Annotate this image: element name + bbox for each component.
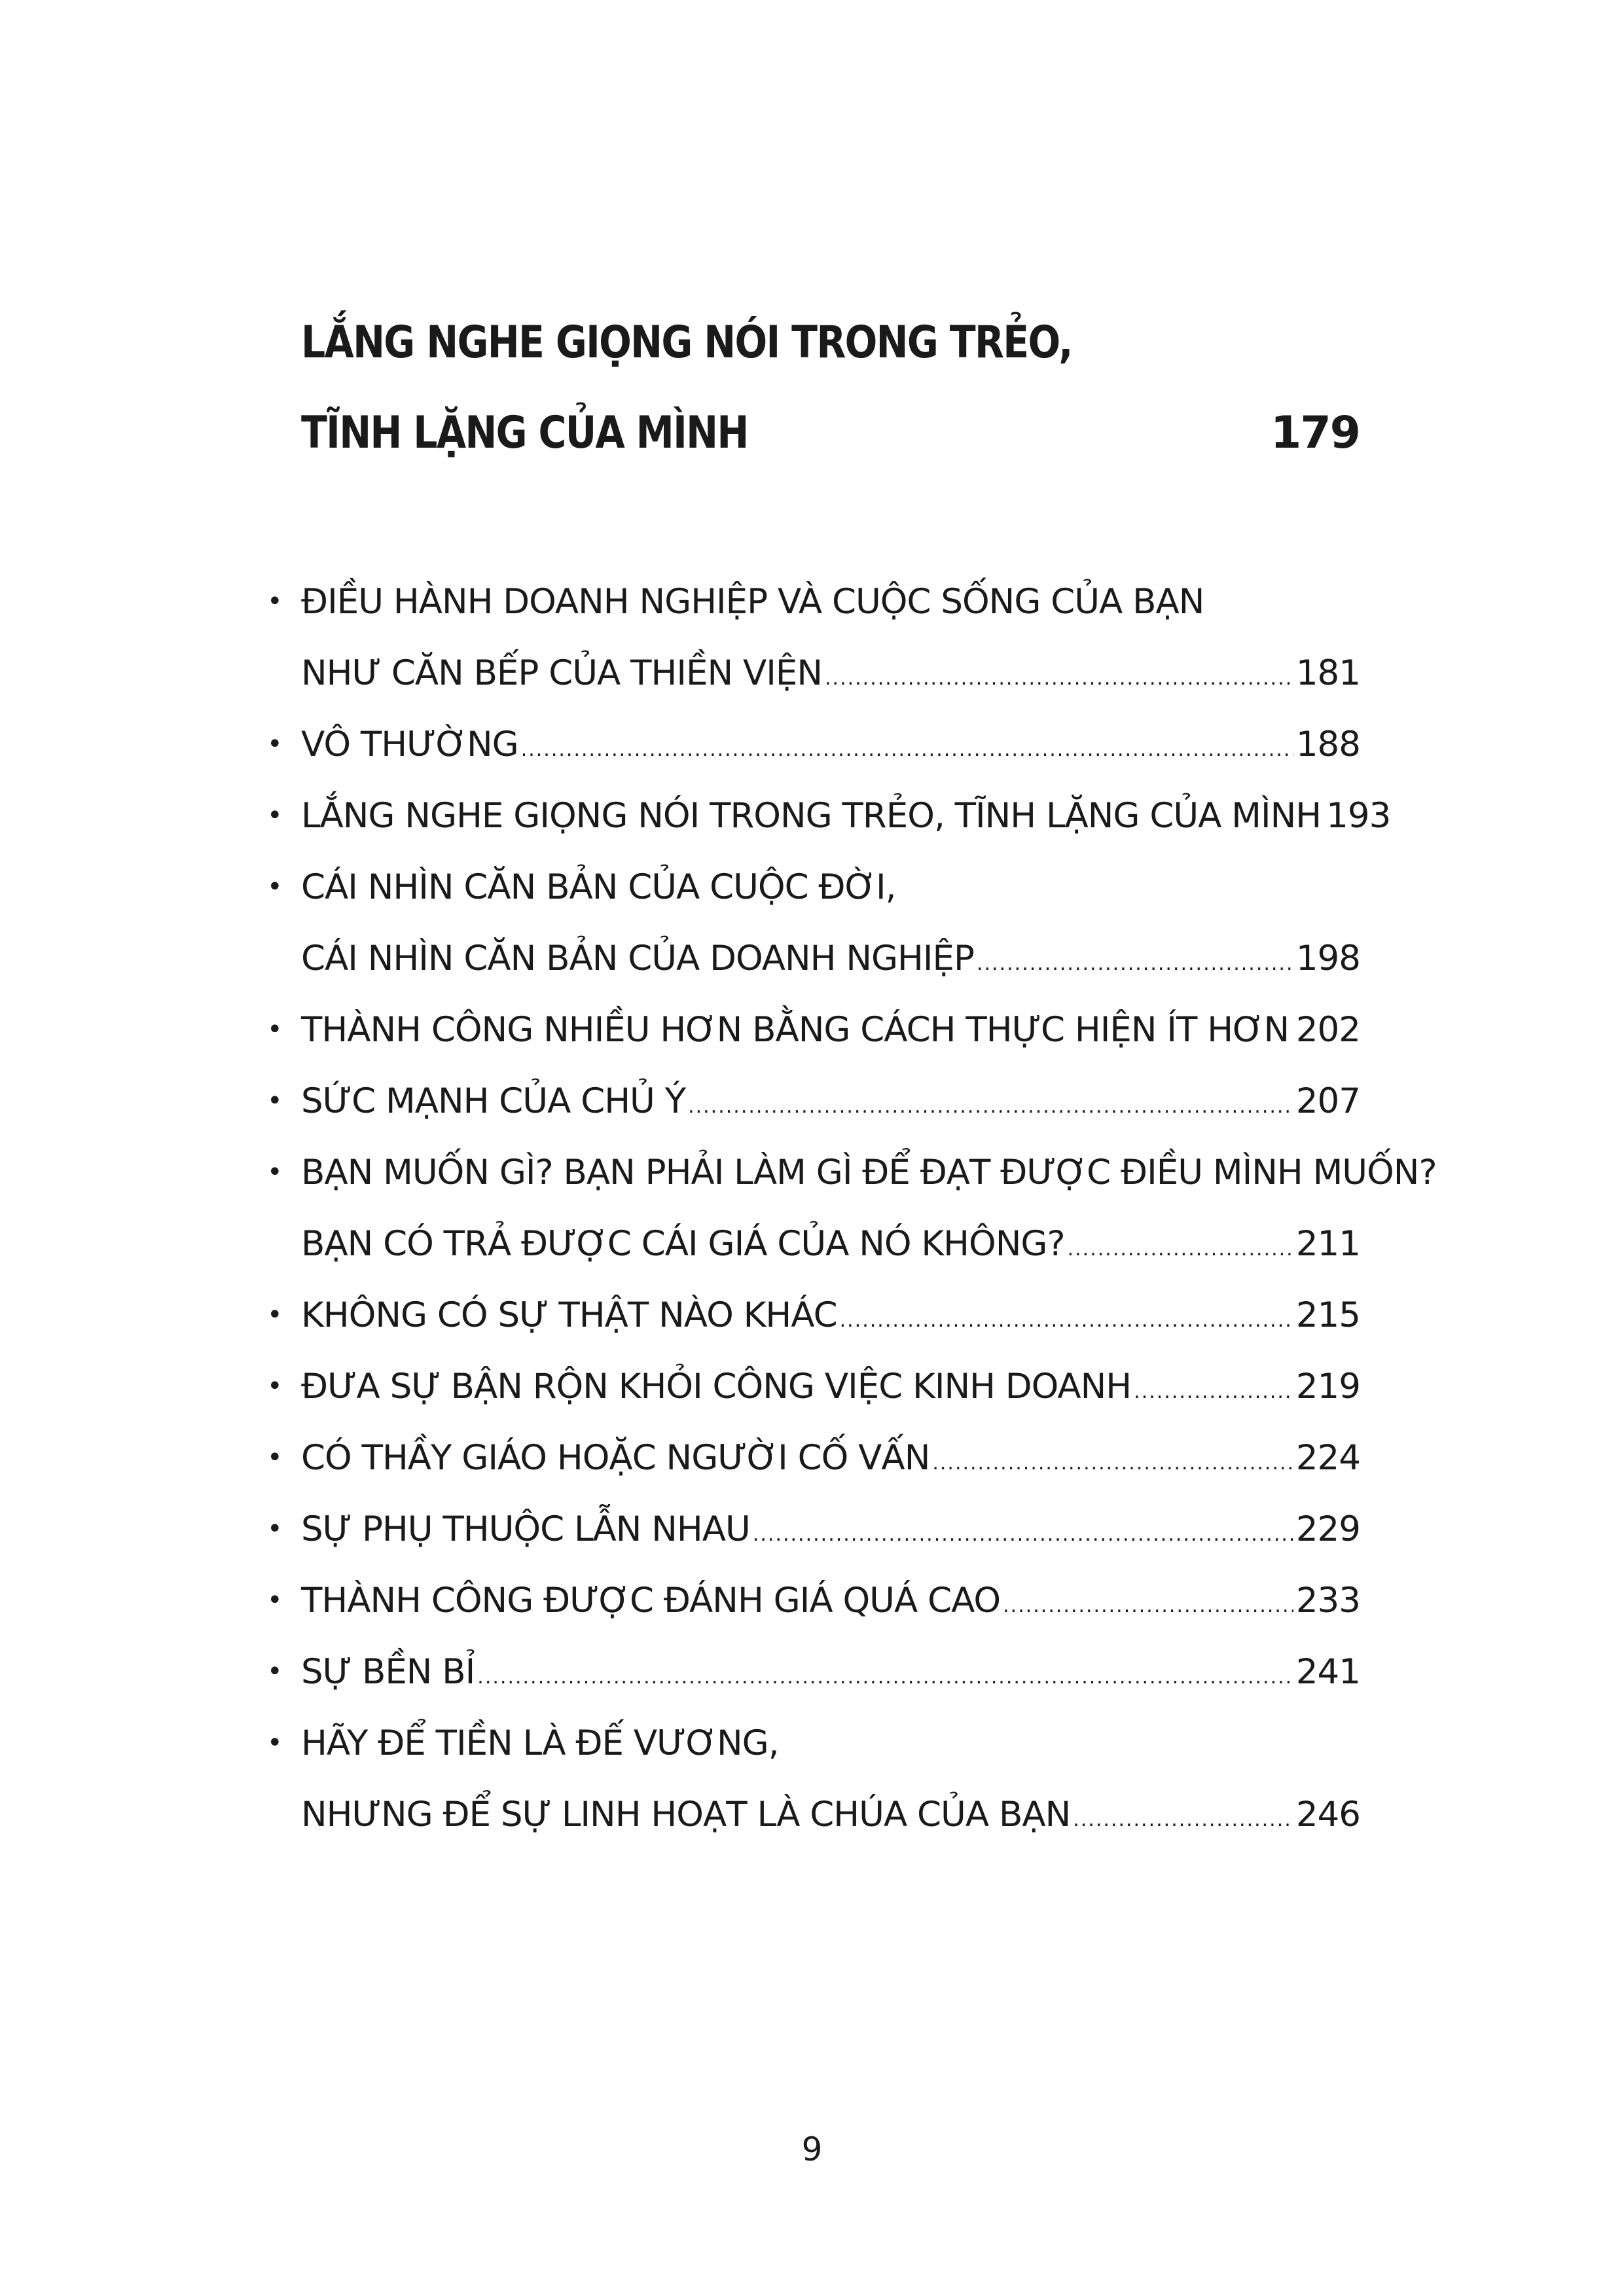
dot-leader — [688, 1071, 1293, 1142]
toc-entry-line — [301, 1779, 1360, 1850]
toc-entry-page-number: 246 — [1295, 1795, 1360, 1835]
bullet-icon: • — [267, 729, 282, 759]
toc-entry[interactable] — [262, 1708, 1360, 1850]
toc-entry[interactable] — [262, 1494, 1360, 1565]
toc-entry[interactable] — [262, 566, 1360, 709]
toc-entry[interactable] — [262, 1636, 1360, 1708]
bullet-icon: • — [267, 1585, 282, 1615]
toc-entry-page-number: 188 — [1295, 725, 1360, 764]
toc-entry-line — [301, 1636, 1360, 1708]
toc-entry-title: SỰ PHỤ THUỘC LẪN NHAU — [301, 1509, 750, 1549]
dot-leader — [932, 1427, 1293, 1499]
toc-entry[interactable] — [262, 1280, 1360, 1351]
toc-entry[interactable] — [262, 1351, 1360, 1422]
toc-entry-title: BẠN MUỐN GÌ? BẠN PHẢI LÀM GÌ ĐỂ ĐẠT ĐƯỢC ĐIỀU MÌNH MUỐN? — [301, 1153, 1437, 1193]
bullet-icon: • — [267, 1086, 282, 1116]
toc-entry-title: HÃY ĐỂ TIỀN LÀ ĐẾ VƯƠNG, — [301, 1723, 779, 1763]
toc-entry[interactable] — [262, 994, 1360, 1066]
toc-entry-page-number: 215 — [1295, 1295, 1360, 1335]
toc-entry-title: SỨC MẠNH CỦA CHỦ Ý — [301, 1081, 686, 1121]
toc-entry-title: CÓ THẦY GIÁO HOẶC NGƯỜI CỐ VẤN — [301, 1438, 930, 1478]
section-title — [301, 298, 1213, 478]
toc-entry-line — [301, 566, 1360, 637]
dot-leader — [840, 1285, 1293, 1356]
toc-entry-line — [301, 709, 1360, 780]
bullet-icon: • — [267, 586, 282, 617]
toc-entry-page-number: 229 — [1295, 1509, 1360, 1549]
toc-entry-title: NHƯ CĂN BẾP CỦA THIỀN VIỆN — [301, 653, 822, 693]
toc-entry-line — [301, 1280, 1360, 1351]
toc-entry-line — [301, 1565, 1360, 1636]
toc-entry[interactable] — [262, 780, 1391, 852]
toc-entry[interactable] — [262, 852, 1360, 994]
dot-leader — [477, 1641, 1293, 1713]
toc-entry-title: KHÔNG CÓ SỰ THẬT NÀO KHÁC — [301, 1295, 837, 1335]
dot-leader — [1068, 1213, 1293, 1285]
toc-entry-title: VÔ THƯỜNG — [301, 725, 518, 764]
toc-entry-title: THÀNH CÔNG ĐƯỢC ĐÁNH GIÁ QUÁ CAO — [301, 1581, 1001, 1621]
dot-leader — [521, 714, 1293, 785]
toc-entry-line — [301, 1351, 1360, 1422]
toc-entry-line — [301, 780, 1391, 852]
toc-entry-title: LẮNG NGHE GIỌNG NÓI TRONG TRẺO, TĨNH LẶNG CỦA MÌNH — [301, 796, 1322, 836]
toc-entry[interactable] — [262, 1066, 1360, 1137]
toc-entry-line — [301, 1422, 1360, 1494]
toc-entry-page-number: 219 — [1295, 1367, 1360, 1407]
toc-entry-title: BẠN CÓ TRẢ ĐƯỢC CÁI GIÁ CỦA NÓ KHÔNG? — [301, 1224, 1065, 1264]
dot-leader — [1291, 999, 1293, 1071]
toc-entry-line — [301, 637, 1360, 709]
dot-leader — [977, 928, 1293, 999]
toc-entry-line — [301, 1708, 1360, 1779]
bullet-icon: • — [267, 1014, 282, 1045]
toc-entry-page-number: 233 — [1295, 1581, 1360, 1621]
toc-entry-page-number: 211 — [1295, 1224, 1360, 1264]
toc-entry-page-number: 193 — [1326, 796, 1391, 836]
bullet-icon: • — [267, 1514, 282, 1544]
toc-entry[interactable] — [262, 709, 1360, 780]
toc-entry-page-number: 198 — [1295, 939, 1360, 978]
toc-entry-title: SỰ BỀN BỈ — [301, 1652, 475, 1692]
toc-entry-page-number: 241 — [1295, 1652, 1360, 1692]
toc-entry-line — [301, 1137, 1437, 1208]
toc-entry[interactable] — [262, 1565, 1360, 1636]
dot-leader — [1134, 1356, 1293, 1427]
bullet-icon: • — [267, 1300, 282, 1330]
dot-leader — [1003, 1570, 1293, 1641]
toc-entry-page-number: 202 — [1295, 1010, 1360, 1050]
section-page-number: 179 — [1271, 407, 1360, 459]
toc-entry-title: CÁI NHÌN CĂN BẢN CỦA DOANH NGHIỆP — [301, 939, 974, 978]
dot-leader — [825, 643, 1293, 714]
table-of-contents — [262, 566, 1437, 1850]
toc-entry-page-number: 181 — [1295, 653, 1360, 693]
toc-entry-page-number: 207 — [1295, 1081, 1360, 1121]
toc-entry-title: ĐƯA SỰ BẬN RỘN KHỎI CÔNG VIỆC KINH DOANH — [301, 1367, 1132, 1407]
toc-entry-line — [301, 1494, 1360, 1565]
section-title-line-2: TĨNH LẶNG CỦA MÌNH — [301, 407, 748, 459]
bullet-icon: • — [267, 1371, 282, 1401]
bullet-icon: • — [267, 872, 282, 902]
bullet-icon: • — [267, 800, 282, 831]
toc-entry-title: ĐIỀU HÀNH DOANH NGHIỆP VÀ CUỘC SỐNG CỦA BẠN — [301, 582, 1204, 622]
toc-entry-title: THÀNH CÔNG NHIỀU HƠN BẰNG CÁCH THỰC HIỆN ÍT HƠN — [301, 1010, 1290, 1050]
section-title-line-1: LẮNG NGHE GIỌNG NÓI TRONG TRẺO, — [301, 317, 1072, 368]
bullet-icon: • — [267, 1157, 282, 1187]
bullet-icon: • — [267, 1443, 282, 1473]
toc-entry-line — [301, 1066, 1360, 1137]
toc-entry-page-number: 224 — [1295, 1438, 1360, 1478]
toc-entry-line — [301, 1208, 1360, 1280]
toc-entry-line — [301, 923, 1360, 994]
toc-entry-line — [301, 994, 1360, 1066]
toc-entry-title: CÁI NHÌN CĂN BẢN CỦA CUỘC ĐỜI, — [301, 867, 896, 907]
toc-entry-title: NHƯNG ĐỂ SỰ LINH HOẠT LÀ CHÚA CỦA BẠN — [301, 1795, 1071, 1835]
dot-leader — [1073, 1784, 1293, 1856]
toc-entry[interactable] — [262, 1137, 1437, 1280]
toc-entry[interactable] — [262, 1422, 1360, 1494]
page-folio: 9 — [801, 2130, 823, 2168]
toc-entry-line — [301, 852, 1360, 923]
bullet-icon: • — [267, 1728, 282, 1758]
dot-leader — [753, 1499, 1293, 1570]
bullet-icon: • — [267, 1657, 282, 1687]
